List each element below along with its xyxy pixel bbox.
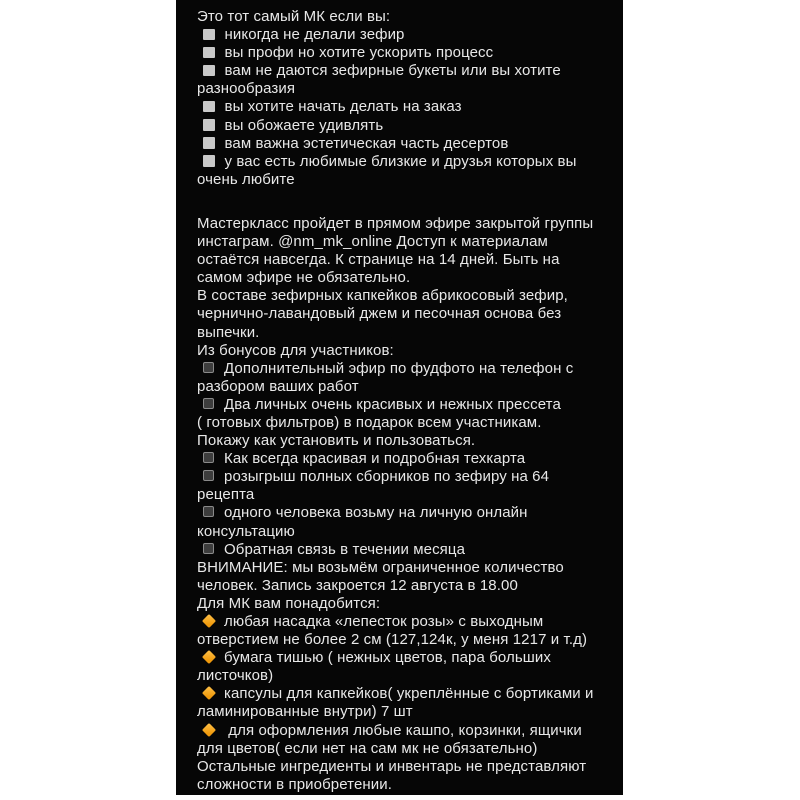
story-line [197,324,617,342]
square-bullet-icon [203,101,215,113]
checkbox-icon [203,543,214,554]
checkbox-icon [203,398,214,409]
story-line [197,649,617,667]
line-text: листочков) [197,667,274,685]
line-text: отверстием не более 2 см (127,124к, у меня 1217 и т.д) [197,631,588,649]
orange-diamond-icon [202,614,216,628]
story-line [197,360,617,378]
line-text: Из бонусов для участников: [197,341,394,359]
line-text: одного человека возьму на личную онлайн [224,504,528,522]
square-bullet-icon [203,137,215,149]
line-text: капсулы для капкейков( укреплённые с бортиками и [224,685,594,703]
line-text: вы хотите начать делать на заказ [224,98,462,116]
story-line [197,685,617,703]
story-line [197,432,617,450]
story-line [197,559,617,577]
story-line [197,722,617,740]
story-line [197,414,617,432]
checkbox-icon [203,506,214,517]
line-text: у вас есть любимые близкие и друзья которых вы [224,152,577,170]
story-line [197,541,617,559]
line-text: инстаграм. @nm_mk_online Доступ к материалам [197,233,548,251]
line-text: ламинированные внутри) 7 шт [197,703,413,721]
line-text: выпечки. [197,323,260,341]
line-text: ВНИМАНИЕ: мы возьмём ограниченное количество [197,558,564,576]
square-bullet-icon [203,47,215,59]
line-text: чернично-лавандовый джем и песочная основа без [197,305,562,323]
orange-diamond-icon [202,686,216,700]
line-text: для цветов( если нет на сам мк не обязательно) [197,739,538,757]
story-line [197,117,617,135]
story-line [197,577,617,595]
line-text: Мастеркласс пройдет в прямом эфире закрытой группы [197,214,594,232]
line-text: вам важна эстетическая часть десертов [224,134,509,152]
story-line [197,171,617,189]
square-bullet-icon [203,29,215,41]
story-line [197,740,617,758]
line-text: Дополнительный эфир по фудфото на телефон с [224,359,574,377]
story-line [197,80,617,98]
line-text: Это тот самый МК если вы: [197,8,391,25]
line-text: разбором ваших работ [197,377,359,395]
orange-diamond-icon [202,650,216,664]
story-line [197,486,617,504]
checkbox-icon [203,452,214,463]
story-line [197,504,617,522]
story-line [197,396,617,414]
story-line [197,135,617,153]
story-line [197,251,617,269]
line-text: консультацию [197,522,295,540]
line-text: самом эфире не обязательно. [197,269,411,287]
story-line [197,98,617,116]
story-line [197,758,617,776]
line-text: Обратная связь в течении месяца [224,540,466,558]
line-text: любая насадка «лепесток розы» с выходным [224,613,544,630]
story-line [197,233,617,251]
story-line [197,703,617,721]
line-text: для оформления любые кашпо, корзинки, ящички [224,721,582,739]
line-text: Как всегда красивая и подробная техкарта [224,450,526,468]
story-line [197,523,617,541]
paragraph-gap [197,189,617,215]
checkbox-icon [203,362,214,373]
line-text: вам не даются зефирные букеты или вы хотите [224,62,561,80]
story-line [197,468,617,486]
line-text: Два личных очень красивых и нежных прессета [224,395,561,413]
checkbox-icon [203,470,214,481]
square-bullet-icon [203,119,215,131]
square-bullet-icon [203,155,215,167]
story-line [197,450,617,468]
story-line [197,305,617,323]
line-text: остаётся навсегда. К странице на 14 дней. Быть на [197,251,560,269]
story-line [197,595,617,613]
line-text: никогда не делали зефир [224,26,405,44]
story-line [197,613,617,631]
story-line [197,631,617,649]
line-text: Для МК вам понадобится: [197,594,381,612]
story-text-block [176,0,623,795]
line-text: ( готовых фильтров) в подарок всем участникам. [197,413,542,431]
story-line [197,44,617,62]
line-text: сложности в приобретении. [197,775,393,793]
line-text: розыгрыш полных сборников по зефиру на 64 [224,468,550,486]
story-line [197,378,617,396]
line-text: вы профи но хотите ускорить процесс [224,44,494,62]
line-text: очень любите [197,170,295,188]
story-line [197,215,617,233]
line-text: рецепта [197,486,255,504]
line-text: разнообразия [197,80,296,98]
story-line [197,62,617,80]
story-line [197,269,617,287]
story-line [197,667,617,685]
story-line [197,8,617,26]
line-text: В составе зефирных капкейков абрикосовый зефир, [197,287,568,305]
story-line [197,342,617,360]
square-bullet-icon [203,65,215,77]
story-line [197,776,617,794]
line-text: вы обожаете удивлять [224,116,384,134]
line-text: человек. Запись закроется 12 августа в 18.00 [197,576,518,594]
orange-diamond-icon [202,722,216,736]
story-line [197,287,617,305]
line-text: Покажу как установить и пользоваться. [197,432,476,450]
story-line [197,26,617,44]
story-line [197,153,617,171]
line-text: Остальные ингредиенты и инвентарь не представляют [197,757,587,775]
line-text: бумага тишью ( нежных цветов, пара больших [224,649,551,667]
